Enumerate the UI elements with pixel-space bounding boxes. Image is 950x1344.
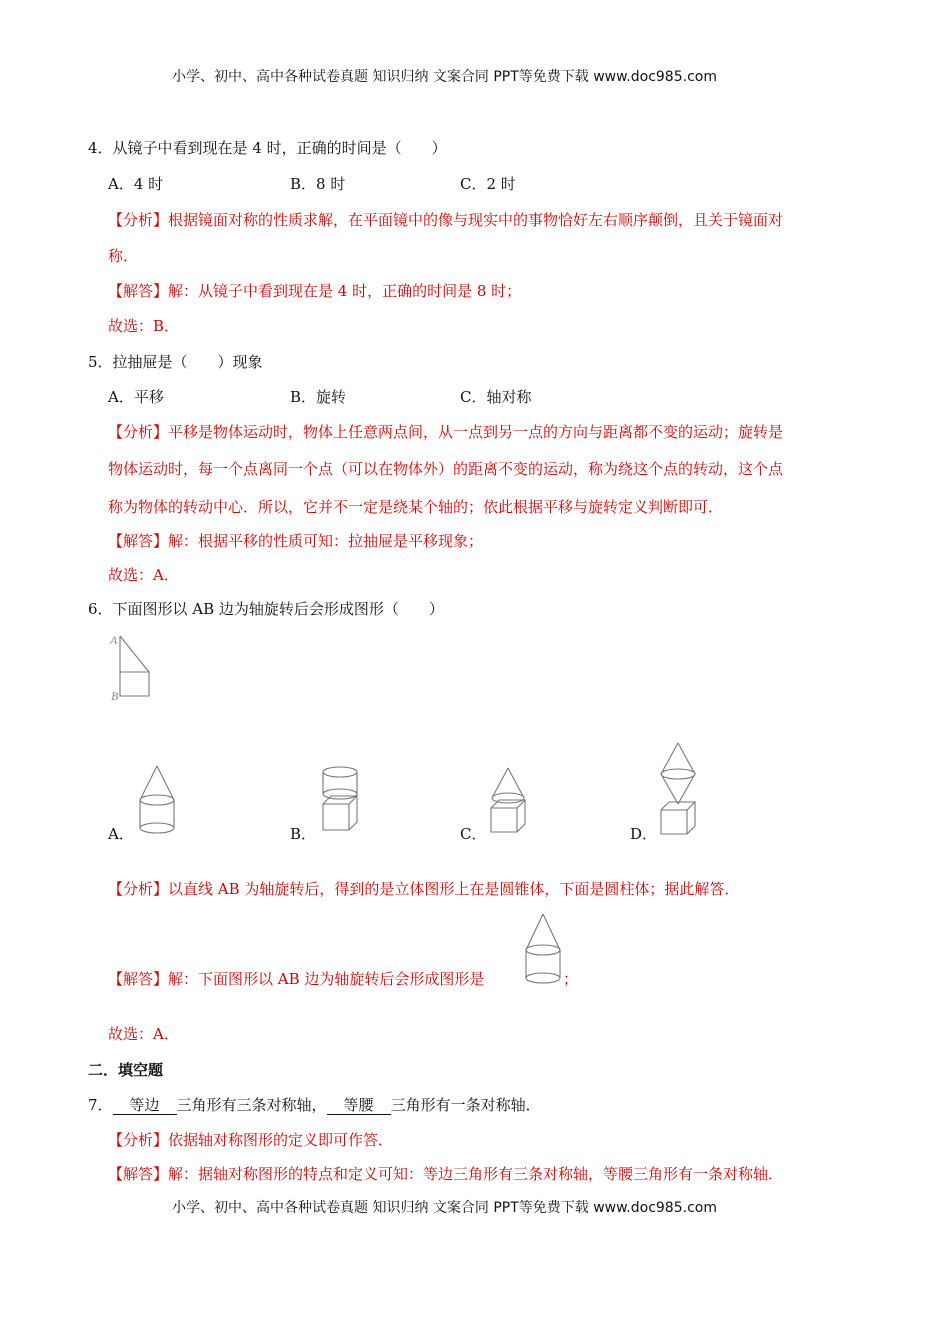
q5-answer: 【解答】解：根据平移的性质可知：拉抽屉是平移现象；: [108, 532, 484, 550]
option-d-figure: [656, 740, 702, 836]
q5-choice: 故选：A．: [108, 566, 179, 584]
triangle-square-shape: [120, 636, 149, 696]
q5-analysis-line1: 【分析】平移是物体运动时，物体上任意两点间，从一点到另一点的方向与距离都不变的运动；旋转是: [108, 423, 784, 441]
option-c-figure: [486, 764, 532, 834]
q4-option-a: A．4 时: [108, 175, 164, 193]
point-a-label: A: [110, 633, 118, 647]
cylinder-shape: [140, 800, 174, 828]
q4-answer: 【解答】解：从镜子中看到现在是 4 时，正确的时间是 8 时；: [108, 282, 522, 300]
q5-option-a: A．平移: [108, 388, 164, 406]
q6-option-d-label: D．: [630, 825, 658, 843]
q4-option-c: C．2 时: [460, 175, 516, 193]
q6-answer-suffix: ；: [563, 970, 579, 988]
q7-text-1: 三角形有三条对称轴，: [176, 1096, 327, 1114]
q5-stem: 5．拉抽屉是（ ）现象: [88, 353, 263, 371]
page-footer: 小学、初中、高中各种试卷真题 知识归纳 文案合同 PPT等免费下载 www.doc985.com: [172, 1200, 717, 1216]
q6-analysis: 【分析】以直线 AB 为轴旋转后，得到的是立体图形上在是圆锥体，下面是圆柱体；据此解答．: [108, 880, 740, 898]
q7-blank-2[interactable]: 等腰: [327, 1097, 391, 1115]
q5-option-c: C．轴对称: [460, 388, 532, 406]
q7-answer: 【解答】解：据轴对称图形的特点和定义可知：等边三角形有三条对称轴，等腰三角形有一条对称轴．: [108, 1165, 784, 1183]
q6-option-a-label: A．: [108, 825, 134, 843]
q7-analysis: 【分析】依据轴对称图形的定义即可作答．: [108, 1131, 394, 1149]
q7-line: [88, 1094, 541, 1115]
point-b-label: B: [111, 689, 119, 703]
q5-analysis-line2: 物体运动时，每一个点离同一个点（可以在物体外）的距离不变的运动，称为绕这个点的转动，这个点: [108, 460, 784, 478]
cylinder-shape: [526, 950, 560, 978]
q4-choice: 故选：B．: [108, 317, 180, 335]
q7-text-2: 三角形有一条对称轴．: [390, 1096, 541, 1114]
q4-analysis-line1: 【分析】根据镜面对称的性质求解，在平面镜中的像与现实中的事物恰好左右顺序颠倒，且关于镜面对: [108, 211, 784, 229]
q4-analysis-line2: 称．: [108, 247, 139, 265]
q6-answer-prefix: 【解答】解：下面图形以 AB 边为轴旋转后会形成图形是: [108, 970, 485, 988]
q6-stem: 6．下面图形以 AB 边为轴旋转后会形成图形（ ）: [88, 600, 444, 618]
double-cone-shape: [661, 743, 695, 804]
q5-option-b: B．旋转: [290, 388, 347, 406]
q5-analysis-line3: 称为物体的转动中心．所以，它并不一定是绕某个轴的；依此根据平移与旋转定义判断即可．: [108, 498, 724, 516]
q6-option-c-label: C．: [460, 825, 487, 843]
answer-figure: [522, 910, 566, 986]
option-b-figure: [318, 764, 364, 834]
page-header: 小学、初中、高中各种试卷真题 知识归纳 文案合同 PPT等免费下载 www.doc985.com: [172, 69, 717, 85]
section-2-title: 二．填空题: [88, 1061, 164, 1079]
cube-shape: [323, 796, 357, 830]
q4-option-b: B．8 时: [290, 175, 346, 193]
cube-shape: [491, 800, 525, 832]
cube-shape: [661, 802, 695, 834]
q6-option-b-label: B．: [290, 825, 317, 843]
q4-stem: 4．从镜子中看到现在是 4 时，正确的时间是（ ）: [88, 139, 447, 157]
q7-blank-1[interactable]: 等边: [113, 1097, 177, 1115]
q6-choice: 故选：A．: [108, 1025, 179, 1043]
q7-number: 7．: [88, 1096, 113, 1114]
option-a-figure: [136, 762, 180, 836]
source-figure: [108, 632, 158, 704]
